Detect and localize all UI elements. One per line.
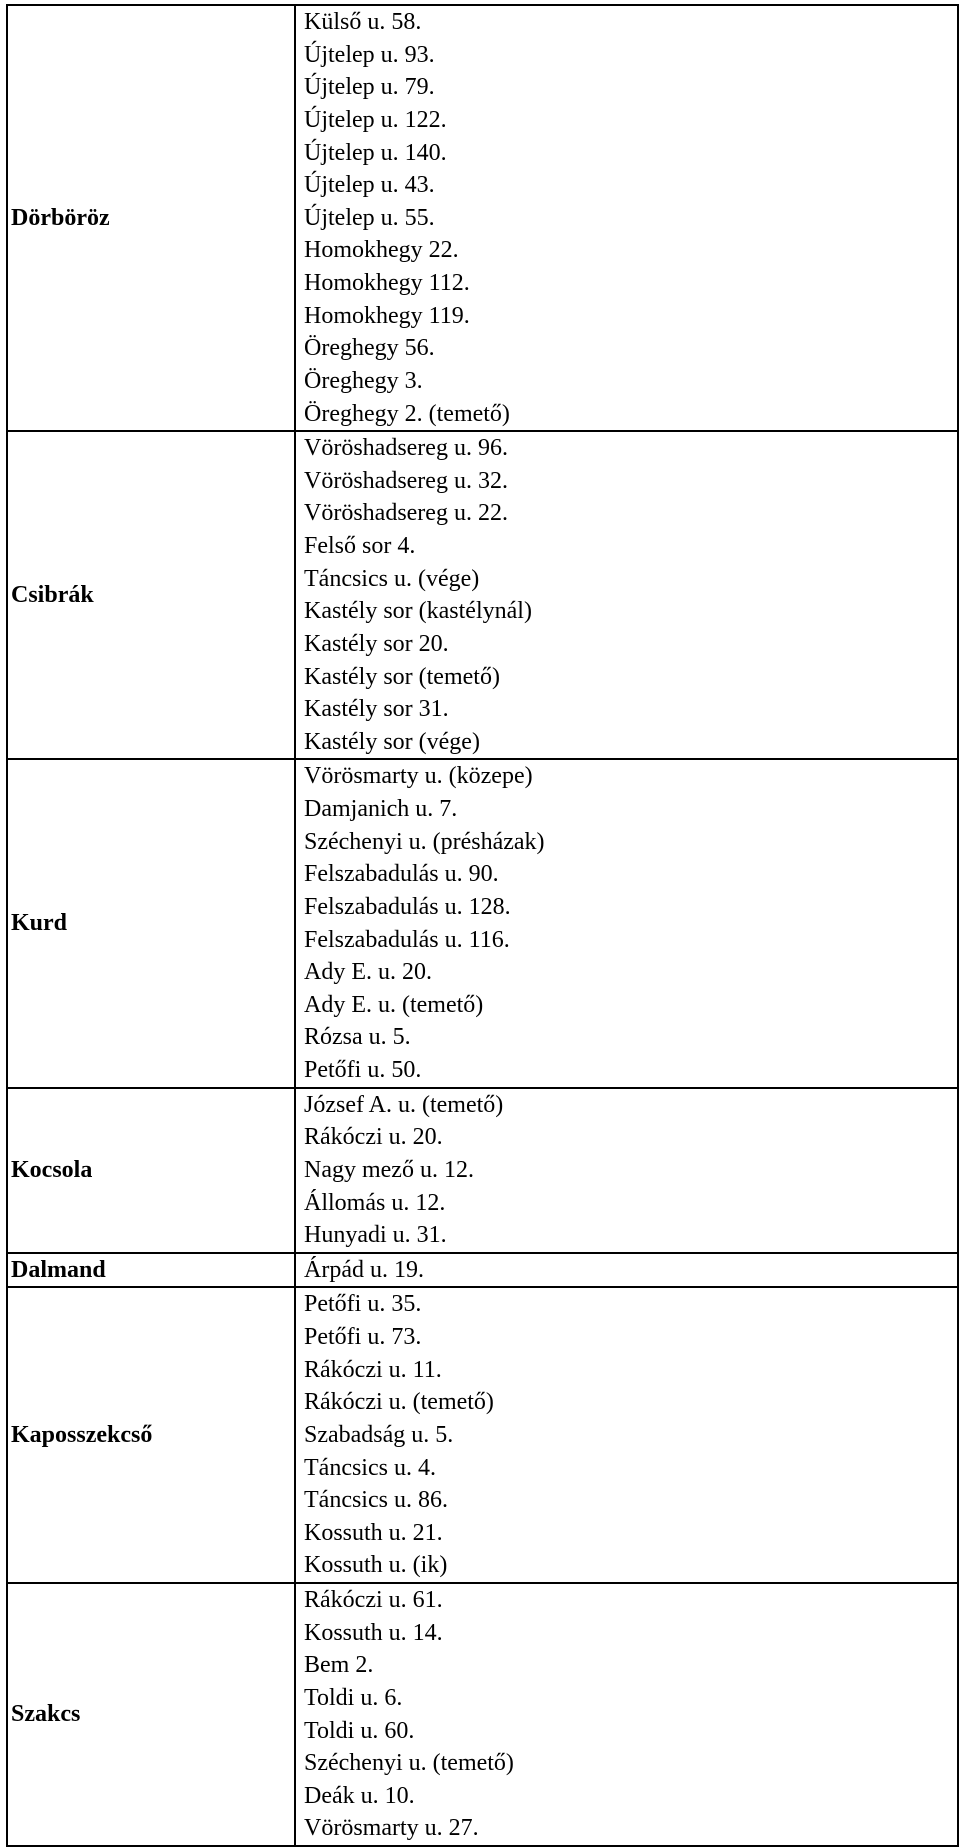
address-line: Újtelep u. 43. xyxy=(304,172,435,199)
town-group-row xyxy=(7,759,958,1087)
address-line: Vörösmarty u. 27. xyxy=(304,1815,479,1842)
town-name-cell xyxy=(7,5,295,431)
address-line: Ady E. u. 20. xyxy=(304,959,432,986)
address-list-cell xyxy=(295,1583,958,1846)
address-line: Nagy mező u. 12. xyxy=(304,1156,474,1183)
address-line: József A. u. (temető) xyxy=(304,1091,504,1118)
address-line: Állomás u. 12. xyxy=(304,1189,446,1216)
address-line: Külső u. 58. xyxy=(304,9,422,35)
town-group-row xyxy=(7,1088,958,1253)
address-line: Felszabadulás u. 90. xyxy=(304,861,499,888)
address-list-cell xyxy=(295,1088,958,1253)
address-line: Táncsics u. 86. xyxy=(304,1487,448,1514)
town-name-cell xyxy=(7,1253,295,1288)
address-line: Felső sor 4. xyxy=(304,533,416,559)
address-line: Rákóczi u. 20. xyxy=(304,1124,443,1151)
address-line: Felszabadulás u. 128. xyxy=(304,893,511,920)
address-line: Rákóczi u. 61. xyxy=(304,1587,443,1613)
address-line: Deák u. 10. xyxy=(304,1782,415,1809)
town-name: Dörböröz xyxy=(11,204,110,231)
address-line: Homokhegy 22. xyxy=(304,237,459,264)
address-line: Ady E. u. (temető) xyxy=(304,991,484,1018)
town-name-cell xyxy=(7,1583,295,1846)
address-line: Öreghegy 56. xyxy=(304,335,435,362)
town-name-cell xyxy=(7,431,295,759)
town-name: Kurd xyxy=(11,910,68,936)
town-group-row xyxy=(7,1287,958,1583)
address-line: Kastély sor (kastélynál) xyxy=(304,598,532,625)
address-line: Kossuth u. (ik) xyxy=(304,1552,448,1579)
address-line: Damjanich u. 7. xyxy=(304,796,458,822)
address-line: Öreghegy 3. xyxy=(304,367,423,394)
address-line: Kastély sor (vége) xyxy=(304,728,480,755)
address-line: Rákóczi u. (temető) xyxy=(304,1389,494,1416)
address-line: Vörösmarty u. (közepe) xyxy=(304,763,533,790)
address-list-cell xyxy=(295,759,958,1087)
address-line: Árpád u. 19. xyxy=(304,1256,424,1283)
address-line: Kossuth u. 21. xyxy=(304,1519,443,1546)
address-line: Újtelep u. 79. xyxy=(304,74,435,101)
address-line: Bem 2. xyxy=(304,1652,374,1679)
town-group-row xyxy=(7,1253,958,1288)
address-line: Öreghegy 2. (temető) xyxy=(304,400,510,427)
table-body xyxy=(7,5,958,1846)
address-line: Toldi u. 6. xyxy=(304,1684,403,1711)
address-line: Újtelep u. 93. xyxy=(304,41,435,68)
address-line: Homokhegy 112. xyxy=(304,270,470,296)
address-line: Vöröshadsereg u. 96. xyxy=(304,435,508,462)
address-line: Újtelep u. 55. xyxy=(304,204,435,231)
address-table xyxy=(6,4,959,1847)
address-line: Széchenyi u. (présházak) xyxy=(304,828,545,855)
address-line: Kastély sor 31. xyxy=(304,696,449,723)
town-name: Kocsola xyxy=(11,1156,93,1183)
town-name: Szakcs xyxy=(11,1701,81,1727)
town-name-cell xyxy=(7,1088,295,1253)
address-line: Toldi u. 60. xyxy=(304,1717,415,1744)
address-line: Kastély sor 20. xyxy=(304,630,449,657)
address-line: Újtelep u. 122. xyxy=(304,106,447,133)
town-name: Kaposszekcső xyxy=(11,1421,153,1448)
address-line: Táncsics u. 4. xyxy=(304,1454,436,1481)
address-line: Újtelep u. 140. xyxy=(304,139,447,166)
address-line: Hunyadi u. 31. xyxy=(304,1222,447,1249)
town-name: Dalmand xyxy=(11,1256,106,1283)
town-group-row xyxy=(7,1583,958,1846)
address-list-cell xyxy=(295,1253,958,1288)
address-line: Széchenyi u. (temető) xyxy=(304,1750,514,1777)
address-line: Vöröshadsereg u. 32. xyxy=(304,467,508,494)
address-line: Petőfi u. 35. xyxy=(304,1291,422,1318)
address-line: Petőfi u. 50. xyxy=(304,1057,422,1083)
address-line: Felszabadulás u. 116. xyxy=(304,926,510,953)
address-line: Kastély sor (temető) xyxy=(304,663,500,690)
address-list-cell xyxy=(295,431,958,759)
town-name-cell xyxy=(7,759,295,1087)
town-name-cell xyxy=(7,1287,295,1583)
town-name: Csibrák xyxy=(11,581,94,608)
address-line: Táncsics u. (vége) xyxy=(304,565,480,592)
address-line: Vöröshadsereg u. 22. xyxy=(304,500,508,527)
address-line: Homokhegy 119. xyxy=(304,302,470,329)
town-group-row xyxy=(7,431,958,759)
address-list-cell xyxy=(295,1287,958,1583)
address-line: Kossuth u. 14. xyxy=(304,1619,443,1646)
address-list-cell xyxy=(295,5,958,431)
address-line: Rózsa u. 5. xyxy=(304,1024,411,1051)
address-line: Rákóczi u. 11. xyxy=(304,1356,442,1383)
town-group-row xyxy=(7,5,958,431)
address-line: Szabadság u. 5. xyxy=(304,1421,454,1448)
address-line: Petőfi u. 73. xyxy=(304,1324,422,1350)
